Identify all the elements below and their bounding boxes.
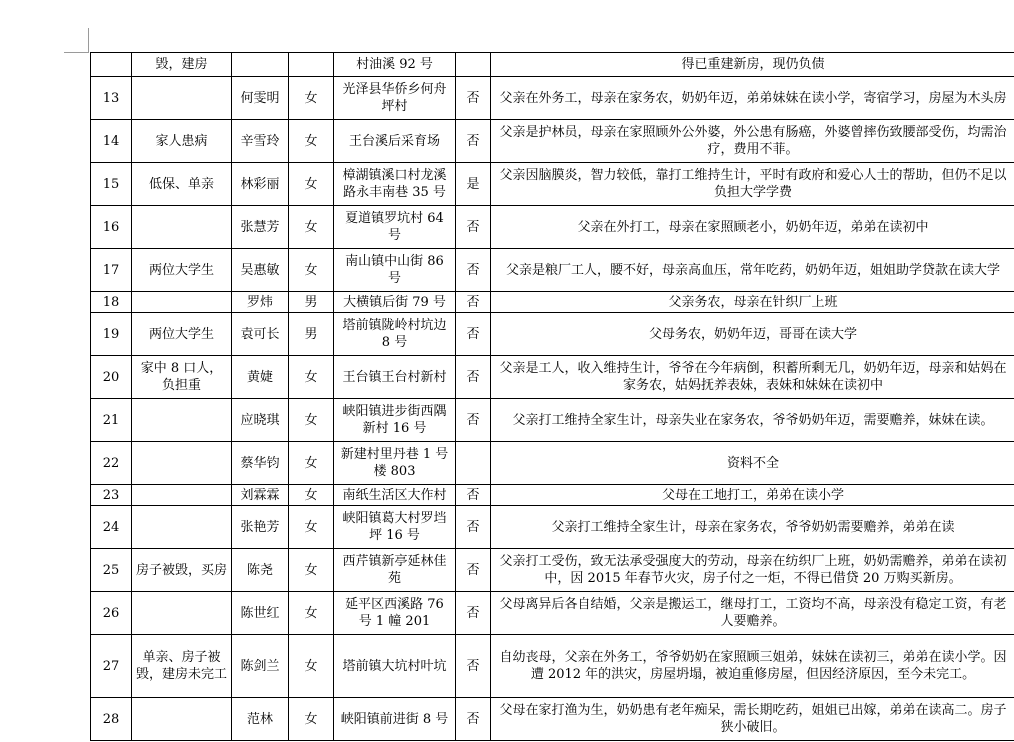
- cell-address: 夏道镇罗坑村 64 号: [334, 206, 456, 249]
- cell-no: 17: [91, 249, 132, 292]
- cell-note: 父亲在外务工，母亲在家务农，奶奶年迈，弟弟妹妹在读小学，寄宿学习，房屋为木头房: [491, 77, 1014, 120]
- table-row: [91, 399, 1014, 442]
- table-row: [91, 53, 1014, 77]
- table-row: [91, 698, 1014, 741]
- cell-name: 罗炜: [232, 292, 289, 313]
- cell-note: 资料不全: [491, 442, 1014, 485]
- cell-name: 林彩丽: [232, 163, 289, 206]
- cell-note: 得已重建新房，现仍负债: [491, 53, 1014, 77]
- table-row: [91, 549, 1014, 592]
- cell-gender: 女: [289, 485, 334, 506]
- cell-gender: 女: [289, 506, 334, 549]
- cell-no: 22: [91, 442, 132, 485]
- table-body: [91, 53, 1014, 741]
- cell-name: 袁可长: [232, 313, 289, 356]
- cell-reason: 两位大学生: [132, 249, 232, 292]
- table-row: [91, 163, 1014, 206]
- cell-no: 15: [91, 163, 132, 206]
- cell-no: 19: [91, 313, 132, 356]
- cell-flag: 否: [456, 206, 491, 249]
- cell-name: 陈世红: [232, 592, 289, 635]
- cell-flag: 否: [456, 249, 491, 292]
- cell-reason: 毁，建房: [132, 53, 232, 77]
- cell-reason: [132, 399, 232, 442]
- cell-note: 父母离异后各自结婚，父亲是搬运工，继母打工，工资均不高，母亲没有稳定工资，有老人要赡养。: [491, 592, 1014, 635]
- cell-reason: [132, 292, 232, 313]
- cell-reason: [132, 206, 232, 249]
- cell-name: 张慧芳: [232, 206, 289, 249]
- table-row: [91, 206, 1014, 249]
- table-row: [91, 592, 1014, 635]
- cell-gender: 女: [289, 249, 334, 292]
- cell-gender: 女: [289, 206, 334, 249]
- table-row: [91, 506, 1014, 549]
- cell-address: 王台溪后采育场: [334, 120, 456, 163]
- cell-name: 范林: [232, 698, 289, 741]
- cell-reason: 两位大学生: [132, 313, 232, 356]
- cell-address: 峡阳镇葛大村罗垱坪 16 号: [334, 506, 456, 549]
- cell-flag: 否: [456, 77, 491, 120]
- table-row: [91, 249, 1014, 292]
- cell-flag: 否: [456, 698, 491, 741]
- cell-note: 父母在工地打工，弟弟在读小学: [491, 485, 1014, 506]
- cell-no: 23: [91, 485, 132, 506]
- cell-note: 父母务农，奶奶年迈，哥哥在读大学: [491, 313, 1014, 356]
- cell-gender: 女: [289, 77, 334, 120]
- cell-gender: 女: [289, 442, 334, 485]
- cell-reason: 低保、单亲: [132, 163, 232, 206]
- table-row: [91, 313, 1014, 356]
- cell-name: 张艳芳: [232, 506, 289, 549]
- cell-note: 父母在家打渔为生，奶奶患有老年痴呆，需长期吃药，姐姐已出嫁，弟弟在读高二。房子狭小破旧。: [491, 698, 1014, 741]
- cell-address: 大横镇后街 79 号: [334, 292, 456, 313]
- cell-flag: [456, 53, 491, 77]
- cell-name: 辛雪玲: [232, 120, 289, 163]
- cell-name: 吴惠敏: [232, 249, 289, 292]
- cell-gender: [289, 53, 334, 77]
- table-row: [91, 77, 1014, 120]
- cell-gender: 女: [289, 549, 334, 592]
- cell-address: 塔前镇陇岭村坑边 8 号: [334, 313, 456, 356]
- cell-no: 27: [91, 635, 132, 698]
- cell-name: 何雯明: [232, 77, 289, 120]
- cell-address: 新建村里丹巷 1 号楼 803: [334, 442, 456, 485]
- cell-no: 24: [91, 506, 132, 549]
- cell-gender: 女: [289, 163, 334, 206]
- cell-address: 西芹镇新亭延林佳苑: [334, 549, 456, 592]
- cell-note: 父亲打工维持全家生计，母亲在家务农，爷爷奶奶需要赡养，弟弟在读: [491, 506, 1014, 549]
- table-row: [91, 356, 1014, 399]
- cell-address: 樟湖镇溪口村龙溪路永丰南巷 35 号: [334, 163, 456, 206]
- cell-gender: 女: [289, 120, 334, 163]
- cell-address: 延平区西溪路 76 号 1 幢 201: [334, 592, 456, 635]
- cell-gender: 男: [289, 292, 334, 313]
- table-row: [91, 485, 1014, 506]
- cell-flag: 否: [456, 506, 491, 549]
- cell-no: 26: [91, 592, 132, 635]
- cell-reason: [132, 77, 232, 120]
- cell-gender: 女: [289, 635, 334, 698]
- cell-name: [232, 53, 289, 77]
- cell-address: 王台镇王台村新村: [334, 356, 456, 399]
- cell-name: 蔡华钧: [232, 442, 289, 485]
- cell-reason: [132, 506, 232, 549]
- cell-note: 父亲务农，母亲在针织厂上班: [491, 292, 1014, 313]
- cell-address: 南纸生活区大作村: [334, 485, 456, 506]
- cell-no: 14: [91, 120, 132, 163]
- cell-name: 应晓琪: [232, 399, 289, 442]
- cell-address: 村油溪 92 号: [334, 53, 456, 77]
- cell-name: 陈剑兰: [232, 635, 289, 698]
- cell-reason: 单亲、房子被毁，建房未完工: [132, 635, 232, 698]
- cell-name: 黄婕: [232, 356, 289, 399]
- cell-address: 峡阳镇进步街西隅新村 16 号: [334, 399, 456, 442]
- cell-reason: 家中 8 口人，负担重: [132, 356, 232, 399]
- cell-note: 父亲是工人，收入维持生计，爷爷在今年病倒，积蓄所剩无几，奶奶年迈，母亲和姑妈在家务农，姑妈抚养表妹，表妹和妹妹在读初中: [491, 356, 1014, 399]
- cell-gender: 女: [289, 356, 334, 399]
- student-aid-table: [90, 52, 1014, 741]
- cell-no: [91, 53, 132, 77]
- cell-note: 父亲打工受伤，致无法承受强度大的劳动，母亲在纺织厂上班，奶奶需赡养，弟弟在读初中，因 2015 年春节火灾，房子付之一炬，不得已借贷 20 万购买新房。: [491, 549, 1014, 592]
- cell-flag: 否: [456, 313, 491, 356]
- table-row: [91, 292, 1014, 313]
- cell-no: 13: [91, 77, 132, 120]
- cell-gender: 女: [289, 592, 334, 635]
- table-row: [91, 442, 1014, 485]
- cell-flag: 否: [456, 635, 491, 698]
- cell-no: 16: [91, 206, 132, 249]
- cell-note: 父亲是护林员，母亲在家照顾外公外婆，外公患有肠癌，外婆曾摔伤致腰部受伤，均需治疗，费用不菲。: [491, 120, 1014, 163]
- cell-flag: 是: [456, 163, 491, 206]
- cell-note: 父亲打工维持全家生计，母亲失业在家务农，爷爷奶奶年迈，需要赡养，妹妹在读。: [491, 399, 1014, 442]
- cell-name: 陈尧: [232, 549, 289, 592]
- cell-gender: 男: [289, 313, 334, 356]
- cell-reason: 家人患病: [132, 120, 232, 163]
- page-corner-mark: [64, 28, 89, 53]
- cell-no: 21: [91, 399, 132, 442]
- cell-flag: 否: [456, 120, 491, 163]
- cell-reason: [132, 592, 232, 635]
- cell-flag: 否: [456, 292, 491, 313]
- cell-no: 20: [91, 356, 132, 399]
- cell-reason: 房子被毁，买房: [132, 549, 232, 592]
- cell-flag: 否: [456, 485, 491, 506]
- cell-no: 18: [91, 292, 132, 313]
- cell-address: 南山镇中山街 86 号: [334, 249, 456, 292]
- cell-flag: 否: [456, 549, 491, 592]
- cell-note: 父亲因脑膜炎，智力较低，靠打工维持生计，平时有政府和爱心人士的帮助，但仍不足以负担大学学费: [491, 163, 1014, 206]
- table-row: [91, 635, 1014, 698]
- cell-no: 25: [91, 549, 132, 592]
- cell-gender: 女: [289, 399, 334, 442]
- cell-reason: [132, 485, 232, 506]
- cell-name: 刘霖霖: [232, 485, 289, 506]
- cell-flag: [456, 442, 491, 485]
- cell-no: 28: [91, 698, 132, 741]
- cell-address: 塔前镇大坑村叶坑: [334, 635, 456, 698]
- cell-address: 峡阳镇前进街 8 号: [334, 698, 456, 741]
- table-row: [91, 120, 1014, 163]
- cell-address: 光泽县华侨乡何舟坪村: [334, 77, 456, 120]
- cell-note: 自幼丧母，父亲在外务工，爷爷奶奶在家照顾三姐弟，妹妹在读初三，弟弟在读小学。因遭 2012 年的洪灾，房屋坍塌，被迫重修房屋，但因经济原因，至今未完工。: [491, 635, 1014, 698]
- cell-flag: 否: [456, 356, 491, 399]
- cell-flag: 否: [456, 592, 491, 635]
- cell-reason: [132, 442, 232, 485]
- cell-note: 父亲在外打工，母亲在家照顾老小，奶奶年迈，弟弟在读初中: [491, 206, 1014, 249]
- cell-note: 父亲是粮厂工人，腰不好，母亲高血压，常年吃药，奶奶年迈，姐姐助学贷款在读大学: [491, 249, 1014, 292]
- cell-reason: [132, 698, 232, 741]
- cell-gender: 女: [289, 698, 334, 741]
- cell-flag: 否: [456, 399, 491, 442]
